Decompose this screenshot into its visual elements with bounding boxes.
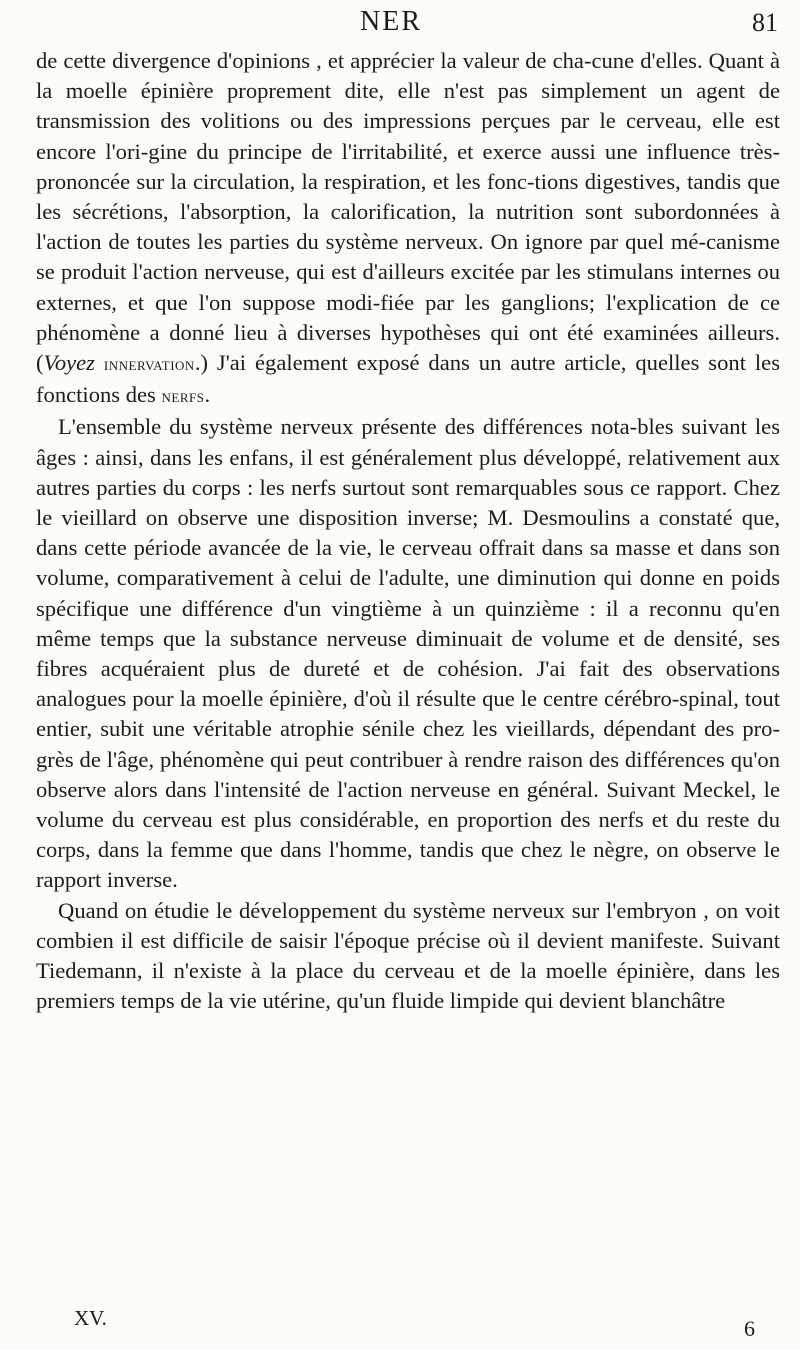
paragraph-1-text: de cette divergence d'opinions , et apprécier la valeur de cha-cune d'elles. Quant à la moelle épinière proprement dite, elle n'est pas simplement un agent de transmission des volitions ou des impressions perçues par le cerveau, elle est encore l'ori-gine du principe de l'irritabilité, et exerce aussi une influence très-prononcée sur la circulation, la respiration, et les fonc-tions digestives, tandis que les sécrétions, l'absorption, la calorification, la nutrition sont subordonnées à l'action de toutes les parties du système nerveux. On ignore par quel mé-canisme se produit l'action nerveuse, qui est d'ailleurs excitée par les stimulans internes ou externes, et que l'on suppose modi-fiée par les ganglions; l'explication de ce phénomène a donné lieu à diverses hypothèses qui ont été examinées ailleurs. ( — [36, 48, 780, 376]
running-head — [0, 6, 800, 42]
paragraph-3: Quand on étudie le développement du système nerveux sur l'embryon , on voit combien il est difficile de saisir l'époque précise où il devient manifeste. Suivant Tiedemann, il n'existe à la place du cerveau et de la moelle épinière, dans les premiers temps de la vie utérine, qu'un fluide limpide qui devient blanchâtre — [36, 897, 780, 1014]
paragraph-1-end: . — [204, 382, 211, 408]
running-title: NER — [360, 6, 422, 37]
cross-reference-nerfs: nerfs — [161, 386, 205, 408]
cross-reference-innervation: innervation — [103, 354, 195, 376]
page-number: 81 — [752, 8, 778, 37]
paragraph-1-text-continued: .) J'ai également exposé dans un autre article, quelles sont les fonctions des — [36, 350, 780, 408]
paragraph-1 — [36, 46, 780, 412]
cross-reference-label: Voyez — [43, 350, 95, 376]
paragraph-2: L'ensemble du système nerveux présente des différences nota-bles suivant les âges : ainsi, dans les enfans, il est généralement plus développé, relativement aux autres parties du corps : les nerfs surtout sont remarquables sous ce rapport. Chez le vieillard on observe une disposition inverse; M. Desmoulins a constaté que, dans cette période avancée de la vie, le cerveau offrait dans sa masse et dans son volume, comparativement à celui de l'adulte, une diminution qui donne en poids spécifique une différence d'un vingtième à un quinzième : il a reconnu qu'en même temps que la substance nerveuse diminuait de volume et de densité, ses fibres acquéraient plus de dureté et de cohésion. J'ai fait des observations analogues pour la moelle épinière, d'où il résulte que le centre cérébro-spinal, tout entier, subit une véritable atrophie sénile chez les vieillards, dépendant des pro-grès de l'âge, phénomène qui peut contribuer à rendre raison des différences qu'on observe alors dans l'intensité de l'action nerveuse en général. Suivant Meckel, le volume du cerveau est plus considérable, en proportion des nerfs et du reste du corps, dans la femme que dans l'homme, tandis que chez le nègre, on observe le rapport inverse. — [36, 414, 780, 893]
sheet-number: 6 — [744, 1316, 755, 1341]
signature-mark: XV. — [74, 1306, 107, 1330]
body-text — [36, 46, 780, 1017]
